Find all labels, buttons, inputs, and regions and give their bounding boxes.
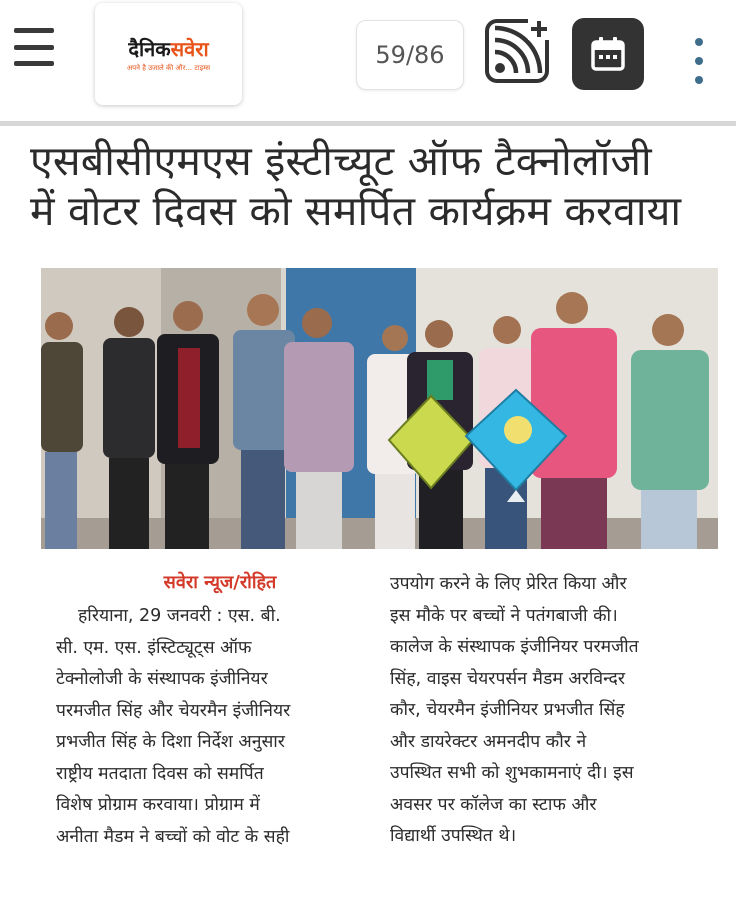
more-vert-icon[interactable]: [692, 38, 706, 84]
calendar-button[interactable]: [572, 18, 644, 90]
text-line: टेक्नोलोजी के संस्थापक इंजीनियर: [56, 669, 268, 689]
app-bar: [0, 0, 736, 118]
page-counter[interactable]: 59/86: [356, 20, 464, 90]
text-line: उपयोग करने के लिए प्रेरित किया और: [390, 574, 627, 594]
article-photo[interactable]: [41, 268, 718, 549]
article-column-left: [56, 601, 371, 853]
byline: सवेरा न्यूज/रोहित: [163, 572, 277, 593]
menu-icon[interactable]: [14, 28, 54, 66]
text-line: अवसर पर कॉलेज का स्टाफ और: [390, 794, 597, 815]
logo-title: दैनिकसवेरा: [128, 37, 209, 61]
text-line: राष्ट्रीय मतदाता दिवस को समर्पित: [56, 763, 264, 784]
article-headline: [30, 136, 720, 236]
text-line: सी. एम. एस. इंस्टिट्यूट्स ऑफ: [56, 637, 252, 658]
text-line: अनीता मैडम ने बच्चों को वोट के सही: [56, 826, 290, 847]
text-line: परमजीत सिंह और चेयरमैन इंजीनियर: [56, 700, 291, 721]
text-line: कौर, चेयरमैन इंजीनियर प्रभजीत सिंह: [390, 700, 625, 720]
text-line: प्रभजीत सिंह के दिशा निर्देश अनुसार: [56, 732, 285, 752]
text-line: इस मौके पर बच्चों ने पतंगबाजी की।: [390, 605, 618, 626]
text-line: उपस्थित सभी को शुभकामनाएं दी। इस: [390, 763, 634, 783]
text-line: हरियाना, 29 जनवरी : एस. बी.: [78, 606, 281, 626]
logo-tagline: अपने है उजाले की और... टाइम्स: [126, 64, 211, 72]
text-line: और डायरेक्टर अमनदीप कौर ने: [390, 731, 587, 752]
rss-add-icon[interactable]: [484, 18, 550, 84]
headline-line: एसबीसीएमएस इंस्टीच्यूट ऑफ टैक्नोलॉजी: [30, 137, 652, 185]
headline-line: में वोटर दिवस को समर्पित कार्यक्रम करवाया: [30, 187, 682, 235]
article-column-right: [390, 569, 720, 853]
text-line: विशेष प्रोग्राम करवाया। प्रोग्राम में: [56, 795, 260, 815]
newspaper-logo[interactable]: [95, 3, 242, 105]
text-line: विद्यार्थी उपस्थित थे।: [390, 826, 517, 846]
calendar-icon: [588, 34, 628, 74]
text-line: सिंह, वाइस चेयरपर्सन मैडम अरविन्दर: [390, 668, 625, 689]
text-line: कालेज के संस्थापक इंजीनियर परमजीत: [390, 637, 639, 657]
header-divider: [0, 121, 736, 126]
